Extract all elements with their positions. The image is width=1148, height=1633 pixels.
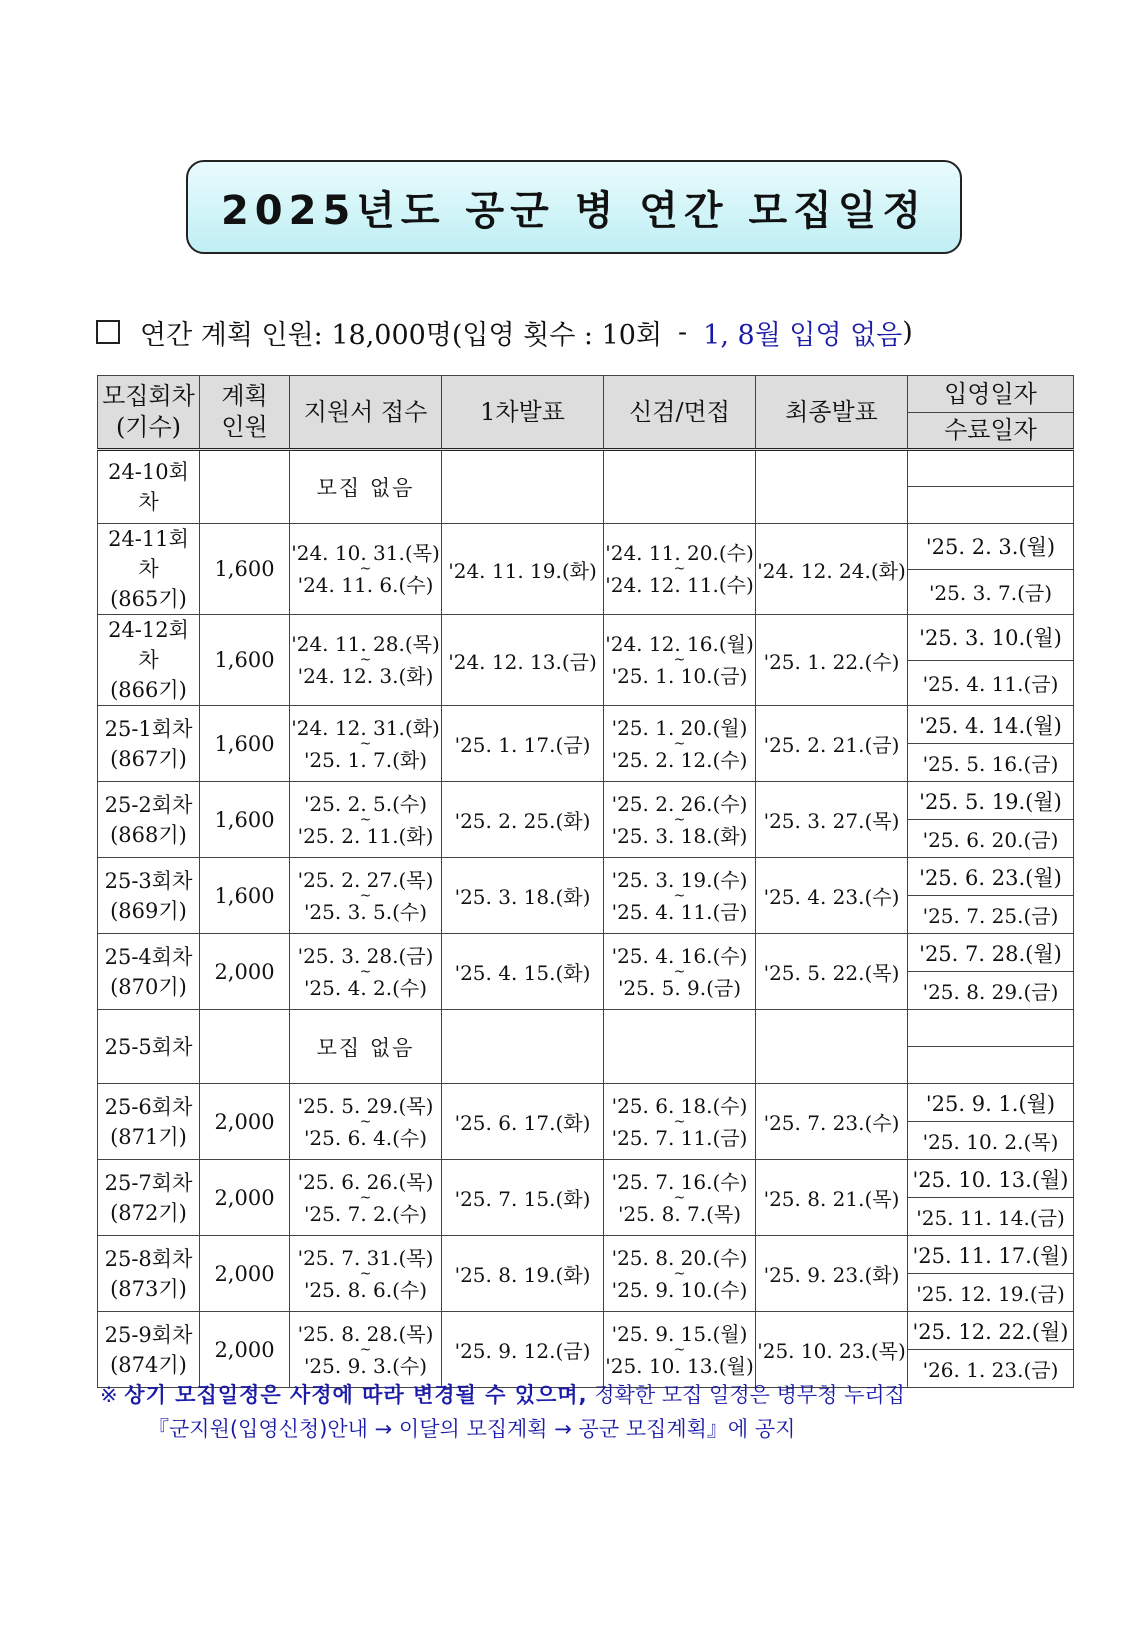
entry-date: '25. 6. 23.(월): [908, 858, 1074, 896]
cohort-name: (865기): [110, 587, 187, 611]
exam-range: [604, 1245, 755, 1302]
exam-range: [604, 634, 755, 686]
round-name: 25-8회차: [104, 1246, 193, 1271]
note-rest: 정확한 모집 일정은 병무청 누리집: [594, 1383, 905, 1407]
table-row: [98, 524, 1074, 570]
finish-date: [908, 1047, 1074, 1084]
round-label: 24-10회차: [98, 450, 200, 524]
summary-separator: -: [678, 316, 688, 348]
plan-count: 2,000: [200, 1084, 290, 1160]
exam-period: [604, 450, 756, 524]
table-row: [98, 934, 1074, 972]
first-announce: '25. 1. 17.(금): [442, 706, 604, 782]
finish-date: '25. 4. 11.(금): [908, 660, 1074, 706]
apply-period: [290, 858, 442, 934]
header-round: 모집회차 (기수): [98, 376, 200, 450]
apply-range-from: '25. 6. 26.(목): [297, 1169, 434, 1194]
entry-date: [908, 450, 1074, 487]
plan-count: [200, 450, 290, 524]
apply-range-from: '24. 10. 31.(목): [291, 541, 440, 565]
exam-period: [604, 858, 756, 934]
finish-date: '25. 8. 29.(금): [908, 972, 1074, 1010]
apply-range: [290, 1093, 441, 1150]
range-tilde: ~: [359, 1189, 372, 1206]
header-first-announce: 1차발표: [442, 376, 604, 450]
round-label: [98, 524, 200, 615]
apply-period: [290, 1084, 442, 1160]
finish-date: '25. 6. 20.(금): [908, 820, 1074, 858]
apply-range: [290, 943, 441, 1000]
round-name: 25-9회차: [104, 1322, 193, 1347]
apply-range-to: '25. 9. 3.(수): [303, 1353, 428, 1378]
round-name: 24-11회차: [108, 527, 189, 581]
cohort-name: (868기): [110, 822, 187, 847]
apply-period: [290, 1160, 442, 1236]
first-announce: '25. 6. 17.(화): [442, 1084, 604, 1160]
apply-range: [290, 867, 441, 924]
apply-period: [290, 706, 442, 782]
exam-period: [604, 615, 756, 706]
final-announce: '25. 10. 23.(목): [756, 1312, 908, 1388]
table-row: [98, 1160, 1074, 1198]
plan-count: 2,000: [200, 1160, 290, 1236]
table-row: [98, 858, 1074, 896]
round-label: [98, 1312, 200, 1388]
round-label: [98, 706, 200, 782]
exam-period: [604, 1236, 756, 1312]
entry-date: '25. 9. 1.(월): [908, 1084, 1074, 1122]
range-tilde: ~: [359, 561, 372, 577]
table-row: [98, 1084, 1074, 1122]
finish-date: '25. 3. 7.(금): [908, 569, 1074, 615]
apply-range: [290, 543, 441, 595]
round-label: [98, 1160, 200, 1236]
apply-range-to: '25. 8. 6.(수): [303, 1277, 428, 1302]
cohort-name: (867기): [110, 746, 187, 771]
apply-range-from: '25. 7. 31.(목): [297, 1245, 434, 1270]
table-row: [98, 1236, 1074, 1274]
exam-period: [604, 1010, 756, 1084]
annual-summary: [96, 310, 1096, 354]
header-plan: 계획 인원: [200, 376, 290, 450]
header-finish-date: 수료일자: [908, 413, 1074, 450]
checkbox-icon: [96, 320, 120, 344]
apply-range: [290, 715, 441, 772]
apply-range-from: '25. 2. 5.(수): [303, 791, 428, 816]
exam-range-from: '25. 8. 20.(수): [611, 1245, 748, 1270]
exam-range-to: '25. 5. 9.(금): [617, 975, 742, 1000]
exam-range-from: '25. 9. 15.(월): [611, 1321, 748, 1346]
round-name: 25-2회차: [104, 792, 193, 817]
apply-range-to: '25. 7. 2.(수): [303, 1201, 428, 1226]
header-apply: 지원서 접수: [290, 376, 442, 450]
range-tilde: ~: [359, 963, 372, 980]
round-label: [98, 934, 200, 1010]
apply-range: [290, 634, 441, 686]
exam-range-from: '25. 1. 20.(월): [611, 715, 748, 740]
range-tilde: ~: [359, 1113, 372, 1130]
final-announce: '24. 12. 24.(화): [756, 524, 908, 615]
header-final-announce: 최종발표: [756, 376, 908, 450]
plan-count: 1,600: [200, 858, 290, 934]
apply-period: [290, 934, 442, 1010]
header-exam: 신검/면접: [604, 376, 756, 450]
cohort-name: (873기): [110, 1276, 187, 1301]
apply-range: [290, 1169, 441, 1226]
round-name: 24-12회차: [108, 618, 189, 672]
exam-range: [604, 1321, 755, 1378]
final-announce: '25. 7. 23.(수): [756, 1084, 908, 1160]
exam-range-to: '24. 12. 11.(수): [605, 573, 754, 597]
finish-date: [908, 487, 1074, 524]
first-announce: '25. 7. 15.(화): [442, 1160, 604, 1236]
final-announce: '25. 4. 23.(수): [756, 858, 908, 934]
range-tilde: ~: [673, 652, 686, 668]
exam-period: [604, 782, 756, 858]
apply-range-to: '25. 3. 5.(수): [303, 899, 428, 924]
cohort-name: (872기): [110, 1200, 187, 1225]
range-tilde: ~: [673, 1189, 686, 1206]
apply-range-from: '24. 11. 28.(목): [291, 632, 440, 656]
finish-date: '25. 7. 25.(금): [908, 896, 1074, 934]
exam-range: [604, 867, 755, 924]
round-label: [98, 1236, 200, 1312]
entry-date: '25. 12. 22.(월): [908, 1312, 1074, 1350]
apply-range: [290, 791, 441, 848]
summary-label: 연간 계획 인원: 18,000명(입영 횟수 : 10회: [140, 319, 663, 351]
exam-period: [604, 1312, 756, 1388]
apply-period: [290, 1312, 442, 1388]
table-row: [98, 615, 1074, 661]
exam-period: [604, 1084, 756, 1160]
first-announce: '25. 4. 15.(화): [442, 934, 604, 1010]
range-tilde: ~: [673, 887, 686, 904]
apply-range-from: '25. 8. 28.(목): [297, 1321, 434, 1346]
apply-range: [290, 1245, 441, 1302]
exam-range: [604, 543, 755, 595]
exam-range-from: '25. 3. 19.(수): [611, 867, 748, 892]
header-entry-date: 입영일자: [908, 376, 1074, 413]
first-announce: '25. 8. 19.(화): [442, 1236, 604, 1312]
range-tilde: ~: [359, 1265, 372, 1282]
exam-range: [604, 1169, 755, 1226]
finish-date: '25. 10. 2.(목): [908, 1122, 1074, 1160]
table-row: [98, 782, 1074, 820]
first-announce: [442, 450, 604, 524]
exam-range-from: '24. 11. 20.(수): [605, 541, 754, 565]
exam-range-to: '25. 2. 12.(수): [611, 747, 748, 772]
exam-range: [604, 791, 755, 848]
final-announce: '25. 8. 21.(목): [756, 1160, 908, 1236]
table-row: [98, 706, 1074, 744]
first-announce: '24. 11. 19.(화): [442, 524, 604, 615]
first-announce: '25. 3. 18.(화): [442, 858, 604, 934]
apply-range-to: '25. 1. 7.(화): [303, 747, 428, 772]
first-announce: '24. 12. 13.(금): [442, 615, 604, 706]
final-announce: '25. 9. 23.(화): [756, 1236, 908, 1312]
finish-date: '25. 11. 14.(금): [908, 1198, 1074, 1236]
no-recruitment: 모집 없음: [290, 1010, 442, 1084]
exam-period: [604, 1160, 756, 1236]
apply-range-to: '25. 6. 4.(수): [303, 1125, 428, 1150]
round-label: [98, 858, 200, 934]
entry-date: '25. 7. 28.(월): [908, 934, 1074, 972]
apply-period: [290, 782, 442, 858]
page-title: 2025년도 공군 병 연간 모집일정: [220, 187, 928, 234]
range-tilde: ~: [673, 735, 686, 752]
exam-range-to: '25. 8. 7.(목): [617, 1201, 742, 1226]
range-tilde: ~: [359, 811, 372, 828]
first-announce: [442, 1010, 604, 1084]
exam-range: [604, 943, 755, 1000]
apply-range-from: '25. 3. 28.(금): [297, 943, 434, 968]
entry-date: '25. 2. 3.(월): [908, 524, 1074, 570]
table-header: [98, 376, 1074, 450]
apply-range-from: '24. 12. 31.(화): [291, 715, 440, 740]
cohort-name: (874기): [110, 1352, 187, 1377]
exam-range-to: '25. 9. 10.(수): [611, 1277, 748, 1302]
exam-range-from: '24. 12. 16.(월): [605, 632, 754, 656]
plan-count: 1,600: [200, 706, 290, 782]
exam-range-from: '25. 2. 26.(수): [611, 791, 748, 816]
round-label: [98, 1084, 200, 1160]
apply-period: [290, 1236, 442, 1312]
finish-date: '25. 5. 16.(금): [908, 744, 1074, 782]
apply-range-to: '25. 2. 11.(화): [297, 823, 434, 848]
plan-count: 2,000: [200, 934, 290, 1010]
summary-note: 1, 8월 입영 없음: [703, 319, 903, 351]
range-tilde: ~: [359, 652, 372, 668]
apply-range: [290, 1321, 441, 1378]
table-row: [98, 1312, 1074, 1350]
exam-period: [604, 934, 756, 1010]
apply-range-to: '24. 11. 6.(수): [297, 573, 434, 597]
entry-date: '25. 4. 14.(월): [908, 706, 1074, 744]
note-line2: 『군지원(입영신청)안내 → 이달의 모집계획 → 공군 모집계획』에 공지: [148, 1417, 796, 1441]
cohort-name: (866기): [110, 678, 187, 702]
range-tilde: ~: [673, 1265, 686, 1282]
final-announce: '25. 5. 22.(목): [756, 934, 908, 1010]
exam-range-from: '25. 7. 16.(수): [611, 1169, 748, 1194]
entry-date: '25. 10. 13.(월): [908, 1160, 1074, 1198]
no-recruitment: 모집 없음: [290, 450, 442, 524]
title-banner: [186, 160, 962, 254]
round-name: 25-7회차: [104, 1170, 193, 1195]
range-tilde: ~: [673, 1113, 686, 1130]
finish-date: '26. 1. 23.(금): [908, 1350, 1074, 1388]
range-tilde: ~: [673, 963, 686, 980]
apply-period: [290, 524, 442, 615]
cohort-name: (870기): [110, 974, 187, 999]
plan-count: 1,600: [200, 782, 290, 858]
final-announce: [756, 450, 908, 524]
apply-range-to: '25. 4. 2.(수): [303, 975, 428, 1000]
first-announce: '25. 9. 12.(금): [442, 1312, 604, 1388]
range-tilde: ~: [673, 561, 686, 577]
entry-date: '25. 11. 17.(월): [908, 1236, 1074, 1274]
round-name: 25-3회차: [104, 868, 193, 893]
plan-count: 2,000: [200, 1312, 290, 1388]
cohort-name: (871기): [110, 1124, 187, 1149]
summary-close: ): [902, 316, 913, 348]
note-mark: ※: [100, 1383, 118, 1407]
cohort-name: (869기): [110, 898, 187, 923]
plan-count: 2,000: [200, 1236, 290, 1312]
entry-date: [908, 1010, 1074, 1047]
exam-range: [604, 1093, 755, 1150]
round-label: [98, 782, 200, 858]
final-announce: [756, 1010, 908, 1084]
apply-range-to: '24. 12. 3.(화): [297, 664, 434, 688]
round-label: [98, 615, 200, 706]
plan-count: 1,600: [200, 524, 290, 615]
exam-range-from: '25. 4. 16.(수): [611, 943, 748, 968]
table-body: [98, 450, 1074, 1388]
table-row: [98, 450, 1074, 487]
entry-date: '25. 5. 19.(월): [908, 782, 1074, 820]
apply-period: [290, 615, 442, 706]
round-name: 25-1회차: [104, 716, 193, 741]
exam-range-to: '25. 10. 13.(월): [605, 1353, 754, 1378]
plan-count: 1,600: [200, 615, 290, 706]
final-announce: '25. 1. 22.(수): [756, 615, 908, 706]
exam-period: [604, 706, 756, 782]
apply-range-from: '25. 2. 27.(목): [297, 867, 434, 892]
plan-count: [200, 1010, 290, 1084]
round-name: 25-4회차: [104, 944, 193, 969]
range-tilde: ~: [359, 735, 372, 752]
schedule-table: [97, 375, 1074, 1388]
apply-range-from: '25. 5. 29.(목): [297, 1093, 434, 1118]
note-strong: 상기 모집일정은 사정에 따라 변경될 수 있으며,: [124, 1383, 588, 1407]
range-tilde: ~: [359, 1341, 372, 1358]
exam-range-to: '25. 1. 10.(금): [611, 664, 748, 688]
round-label: 25-5회차: [98, 1010, 200, 1084]
final-announce: '25. 3. 27.(목): [756, 782, 908, 858]
exam-range: [604, 715, 755, 772]
round-name: 25-6회차: [104, 1094, 193, 1119]
final-announce: '25. 2. 21.(금): [756, 706, 908, 782]
exam-range-from: '25. 6. 18.(수): [611, 1093, 748, 1118]
range-tilde: ~: [673, 1341, 686, 1358]
range-tilde: ~: [359, 887, 372, 904]
exam-range-to: '25. 4. 11.(금): [611, 899, 748, 924]
exam-range-to: '25. 7. 11.(금): [611, 1125, 748, 1150]
first-announce: '25. 2. 25.(화): [442, 782, 604, 858]
exam-range-to: '25. 3. 18.(화): [611, 823, 748, 848]
range-tilde: ~: [673, 811, 686, 828]
footnote: [100, 1378, 1100, 1446]
entry-date: '25. 3. 10.(월): [908, 615, 1074, 661]
finish-date: '25. 12. 19.(금): [908, 1274, 1074, 1312]
exam-period: [604, 524, 756, 615]
table-row: [98, 1010, 1074, 1047]
